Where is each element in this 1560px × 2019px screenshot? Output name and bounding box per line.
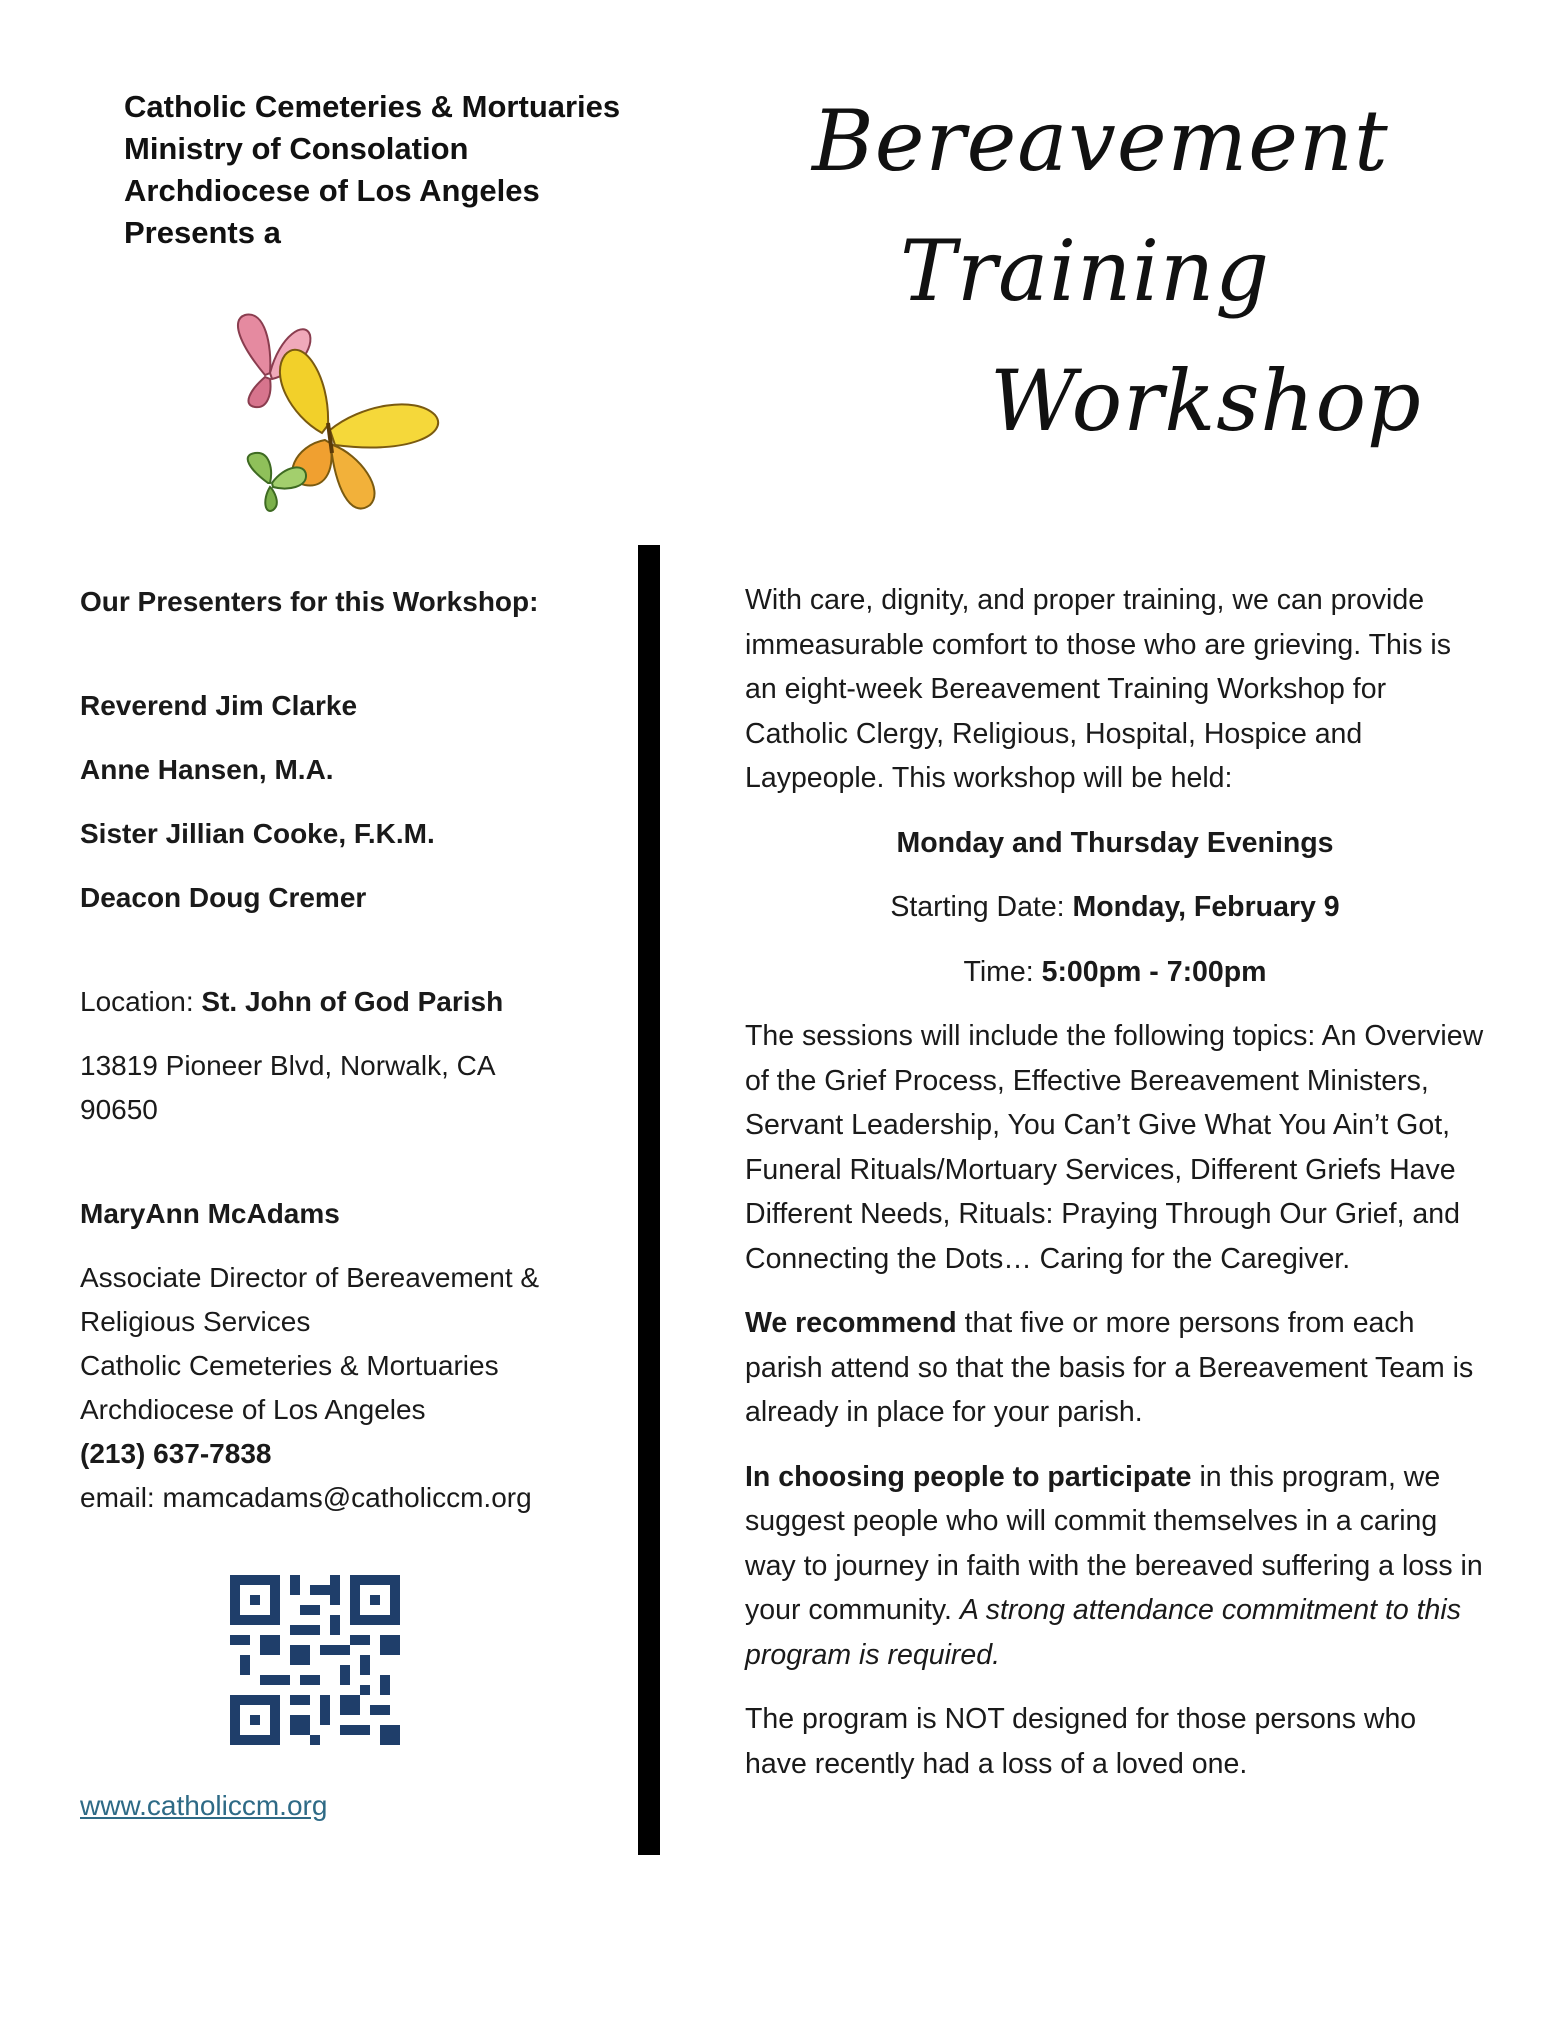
qr-code[interactable]: [230, 1575, 400, 1745]
title-line-2: Training: [900, 222, 1270, 320]
website-link[interactable]: www.catholiccm.org: [80, 1790, 328, 1821]
intro-paragraph: With care, dignity, and proper training, we can provide immeasurable comfort to those who are grieving. This is an eight-week Bereavement Training Workshop for Catholic Clergy, Religious, Hospital, Hospice and Laypeople. This workshop will be held:: [745, 584, 1451, 794]
time-label: Time:: [963, 955, 1034, 988]
title-line-3: Workshop: [990, 352, 1422, 450]
location-label: Location:: [80, 986, 194, 1017]
presenter-2: Anne Hansen, M.A.: [80, 754, 334, 785]
start-date-label: Starting Date:: [890, 891, 1065, 923]
start-date: [745, 885, 1485, 930]
recommend-rest: that five or more persons from each parish attend so that the basis for a Bereavement Team is already in place for your parish.: [745, 1307, 1474, 1428]
time: [745, 950, 1485, 995]
org-header: [124, 86, 620, 254]
choosing-italic: A strong attendance commitment to this program is required.: [745, 1594, 1461, 1671]
choosing-paragraph: [745, 1455, 1485, 1678]
choosing-rest: in this program, we suggest people who will commit themselves in a caring way to journey in faith with the bereaved suffering a loss in your community.: [745, 1460, 1483, 1626]
address-line-2: 90650: [80, 1094, 158, 1125]
contact-title-2: Religious Services: [80, 1306, 311, 1337]
right-column: [745, 578, 1485, 1806]
left-column: [80, 580, 600, 1520]
contact-phone: (213) 637-7838: [80, 1438, 272, 1469]
title-line-1: Bereavement: [812, 92, 1389, 190]
presenter-3: Sister Jillian Cooke, F.K.M.: [80, 818, 435, 849]
org-line-3: Archdiocese of Los Angeles: [124, 173, 540, 208]
recommend-bold: We recommend: [745, 1307, 957, 1339]
topics-paragraph: The sessions will include the following topics: An Overview of the Grief Process, Effective Bereavement Ministers, Servant Leadership, You Can’t Give What You Ain’t Got, Funeral Rituals/Mortuary Services, Different Griefs Have Different Needs, Rituals: Praying Through Our Grief, and Connecting the Dots… Caring for the Caregiver.: [745, 1020, 1484, 1275]
vertical-divider: [638, 545, 660, 1855]
start-date-value: Monday, February 9: [1072, 891, 1340, 923]
not-designed-paragraph: The program is NOT designed for those persons who have recently had a loss of a loved one.: [745, 1703, 1417, 1780]
contact-title-1: Associate Director of Bereavement &: [80, 1262, 540, 1293]
time-value: 5:00pm - 7:00pm: [1041, 955, 1267, 988]
contact-email: email: mamcadams@catholiccm.org: [80, 1482, 532, 1513]
yellow-butterfly: [280, 350, 438, 509]
location: [80, 980, 600, 1024]
contact-org-2: Archdiocese of Los Angeles: [80, 1394, 426, 1425]
butterflies-illustration: [210, 305, 450, 530]
location-name: St. John of God Parish: [201, 986, 504, 1017]
org-line-1: Catholic Cemeteries & Mortuaries: [124, 89, 621, 124]
address-line-1: 13819 Pioneer Blvd, Norwalk, CA: [80, 1050, 496, 1081]
schedule-days: Monday and Thursday Evenings: [896, 826, 1334, 859]
contact-org-1: Catholic Cemeteries & Mortuaries: [80, 1350, 499, 1381]
recommend-paragraph: [745, 1301, 1485, 1435]
choosing-bold: In choosing people to participate: [745, 1460, 1192, 1493]
presenter-4: Deacon Doug Cremer: [80, 882, 367, 913]
org-line-4: Presents a: [124, 215, 281, 250]
org-line-2: Ministry of Consolation: [124, 131, 469, 166]
presenters-heading: Our Presenters for this Workshop:: [80, 586, 539, 617]
presenter-1: Reverend Jim Clarke: [80, 690, 358, 721]
contact-name: MaryAnn McAdams: [80, 1198, 340, 1229]
